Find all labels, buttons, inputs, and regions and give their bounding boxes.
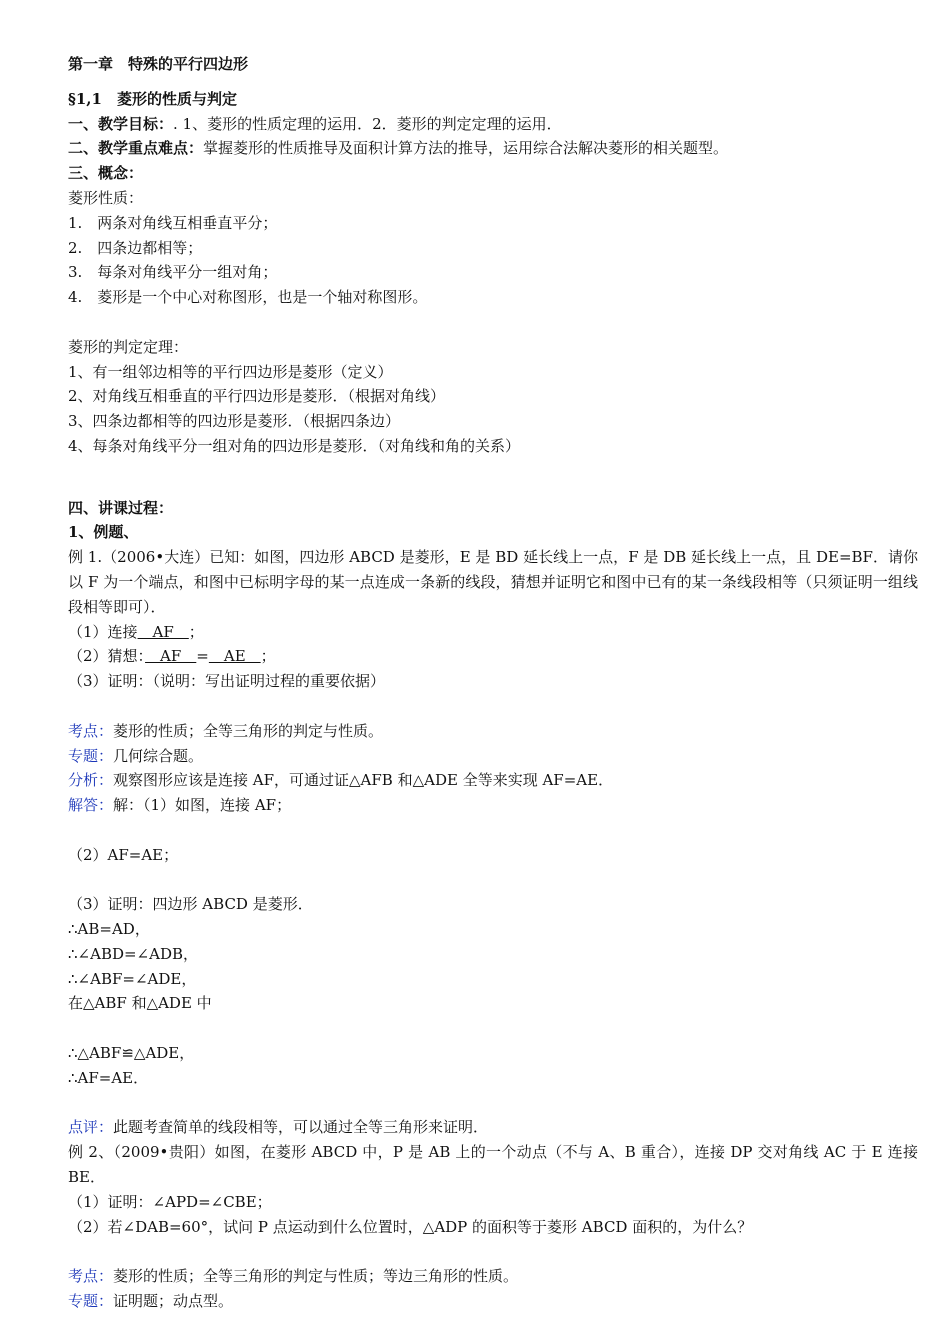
dianping-text: 此题考查简单的线段相等，可以通过全等三角形来证明． xyxy=(113,1118,489,1137)
key-points-line xyxy=(68,136,918,161)
example1-kaodian xyxy=(68,719,918,744)
conclusion-line: ∴AF=AE． xyxy=(68,1068,149,1087)
jieda-label: 解答： xyxy=(68,796,114,815)
example1-answer-2: （2）AF=AE； xyxy=(68,845,179,864)
example2-zhuanti xyxy=(68,1289,918,1314)
fenxi-label: 分析： xyxy=(68,771,114,790)
chapter-title: 第一章 特殊的平行四边形 xyxy=(68,55,249,73)
q2-answer-blank-2: AE xyxy=(208,647,261,666)
zhuanti-label: 专题： xyxy=(68,1292,114,1311)
proof-line: ∴∠ABD=∠ADB， xyxy=(68,944,199,963)
document-page xyxy=(68,52,918,1314)
dianping-label: 点评： xyxy=(68,1118,114,1137)
key-points-text: 掌握菱形的性质推导及面积计算方法的推导，运用综合法解决菱形的相关题型。 xyxy=(203,139,729,158)
property-item: 3. 每条对角线平分一组对角； xyxy=(68,263,278,282)
example1-zhuanti xyxy=(68,744,918,769)
jieda-text: 解：（1）如图，连接 AF； xyxy=(113,796,292,815)
property-item: 4. 菱形是一个中心对称图形，也是一个轴对称图形。 xyxy=(68,288,428,307)
properties-title: 菱形性质： xyxy=(68,188,144,207)
criteria-item: 3、四条边都相等的四边形是菱形．（根据四条边） xyxy=(68,412,401,431)
criteria-item: 4、每条对角线平分一组对角的四边形是菱形．（对角线和角的关系） xyxy=(68,436,521,455)
property-item: 2. 四条边都相等； xyxy=(68,238,203,257)
q1-suffix: ； xyxy=(188,622,204,641)
criteria-title: 菱形的判定定理： xyxy=(68,337,189,356)
q1-prefix: （1）连接 xyxy=(68,622,138,641)
kaodian-text: 菱形的性质；全等三角形的判定与性质；等边三角形的性质。 xyxy=(113,1267,519,1286)
q2-prefix: （2）猜想： xyxy=(68,647,146,666)
objectives-line xyxy=(68,112,918,137)
kaodian-label: 考点： xyxy=(68,1267,114,1286)
criteria-item: 2、对角线互相垂直的平行四边形是菱形．（根据对角线） xyxy=(68,387,446,406)
q2-answer-blank-1: AF xyxy=(145,647,197,666)
proof-line: （3）证明：四边形 ABCD 是菱形． xyxy=(68,895,313,914)
q1-answer-blank: AF xyxy=(137,622,189,641)
example1-fenxi xyxy=(68,768,918,793)
proof-line: 在△ABF 和△ADE 中 xyxy=(68,994,212,1013)
example1-dianping xyxy=(68,1115,918,1140)
key-points-label: 二、教学重点难点： xyxy=(68,139,204,158)
criteria-item: 1、有一组邻边相等的平行四边形是菱形（定义） xyxy=(68,362,393,381)
fenxi-text: 观察图形应该是连接 AF，可通过证△AFB 和△ADE 全等来实现 AF=AE． xyxy=(113,771,614,790)
proof-line: ∴AB=AD， xyxy=(68,920,150,939)
proof-line: ∴∠ABF=∠ADE， xyxy=(68,969,197,988)
example1-q2 xyxy=(68,644,918,669)
example1-q3: （3）证明：（说明：写出证明过程的重要依据） xyxy=(68,672,386,691)
kaodian-text: 菱形的性质；全等三角形的判定与性质。 xyxy=(113,721,384,740)
q2-equals: = xyxy=(196,647,209,666)
objectives-label: 一、教学目标： xyxy=(68,114,174,133)
example1-jieda xyxy=(68,793,918,818)
example2-q1: （1）证明：∠APD=∠CBE； xyxy=(68,1192,272,1211)
objectives-text: . 1、菱形的性质定理的运用．2．菱形的判定定理的运用． xyxy=(173,114,562,133)
kaodian-label: 考点： xyxy=(68,721,114,740)
conclusion-line: ∴△ABF≌△ADE， xyxy=(68,1044,195,1063)
examples-label: 1、例题、 xyxy=(68,523,139,542)
concepts-label: 三、概念： xyxy=(68,164,144,183)
zhuanti-text: 证明题；动点型。 xyxy=(113,1292,234,1311)
example2-kaodian xyxy=(68,1264,918,1289)
zhuanti-text: 几何综合题。 xyxy=(113,746,204,765)
zhuanti-label: 专题： xyxy=(68,746,114,765)
example2-q2: （2）若∠DAB=60°，试问 P 点运动到什么位置时，△ADP 的面积等于菱形 ABCD 面积的，为什么？ xyxy=(68,1217,753,1236)
example1-q1 xyxy=(68,620,918,645)
example1-stem: 例 1.（2006•大连）已知：如图，四边形 ABCD 是菱形，E 是 BD 延长线上一点，F 是 DB 延长线上一点，且 DE=BF．请你以 F 为一个端点，和图中已标明字母的某一点连成一条新的线段，猜想并证明它和图中已有的某一条线段相等（只须证明一组线段相等即可）． xyxy=(68,548,918,616)
q2-suffix: ； xyxy=(260,647,276,666)
property-item: 1. 两条对角线互相垂直平分； xyxy=(68,213,278,232)
section-title: §1,1 菱形的性质与判定 xyxy=(68,89,237,108)
process-label: 四、讲课过程： xyxy=(68,498,174,517)
example2-stem: 例 2、（2009•贵阳）如图，在菱形 ABCD 中，P 是 AB 上的一个动点（不与 A、B 重合），连接 DP 交对角线 AC 于 E 连接 BE． xyxy=(68,1143,918,1187)
